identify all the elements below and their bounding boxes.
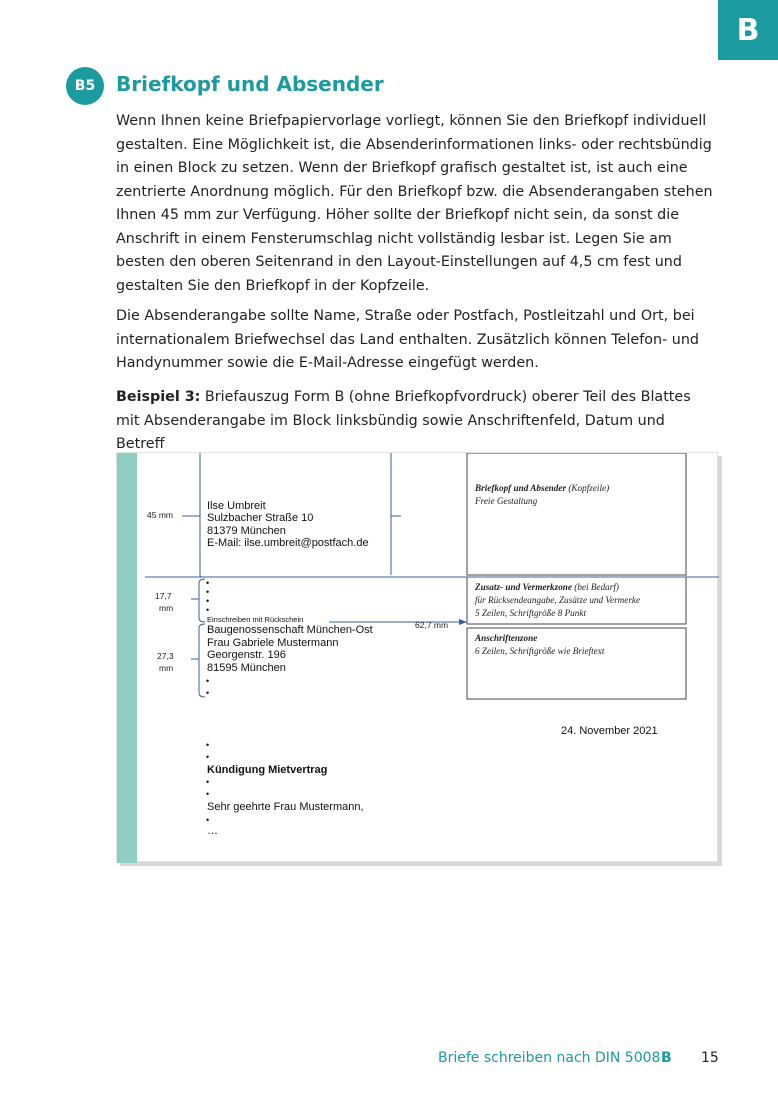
recipient-company: Baugenossenschaft München-Ost [207, 624, 373, 636]
measure-27mm-num: 27,3 [157, 651, 174, 661]
bracket-27mm [199, 624, 205, 697]
bullet: • [206, 578, 210, 588]
letter-date: 24. November 2021 [561, 725, 658, 737]
zone-extra-line1: für Rücksendeangabe, Zusätze und Vermerke [475, 595, 641, 605]
measure-17mm-num: 17,7 [155, 591, 172, 601]
zone-address-desc: 6 Zeilen, Schriftgröße wie Brieftext [475, 646, 605, 656]
zone-extra-line2: 5 Zeilen, Schriftgröße 8 Punkt [475, 608, 586, 618]
zone-extra-title [475, 581, 619, 594]
bullet: • [206, 752, 210, 762]
sender-city: 81379 München [207, 525, 286, 537]
footer-title: Briefe schreiben nach DIN 5008 [438, 1050, 661, 1066]
measure-17mm-unit: mm [159, 603, 174, 613]
letter-salutation: Sehr geehrte Frau Mustermann, [207, 801, 364, 813]
recipient-city: 81595 München [207, 662, 286, 674]
bullet: • [206, 777, 210, 787]
recipient-street: Georgenstr. 196 [207, 649, 286, 661]
sender-name: Ilse Umbreit [207, 500, 266, 512]
bullet: • [206, 676, 210, 686]
zone-address-title [475, 632, 537, 645]
zone-extra-title-bold: Zusatz- und Vermerkzone [475, 582, 572, 592]
zone-header-suffix: (Kopfzeile) [566, 483, 610, 493]
letter-subject: Kündigung Mietvertrag [207, 764, 328, 776]
section-title: Briefkopf und Absender [116, 72, 384, 96]
figure-paper [116, 452, 718, 862]
page-number: 15 [701, 1050, 719, 1066]
bullet: • [206, 605, 210, 615]
bullet: • [206, 587, 210, 597]
bullet: • [206, 596, 210, 606]
bullet: • [206, 789, 210, 799]
footer-section: B [661, 1050, 672, 1066]
recipient-person: Frau Gabriele Mustermann [207, 637, 339, 649]
measure-45mm: 45 mm [147, 510, 173, 520]
bracket-sender-left [200, 453, 205, 577]
zone-address-title-bold: Anschriftenzone [475, 633, 538, 643]
zone-extra-suffix: (bei Bedarf) [572, 582, 619, 592]
section-tab: B [718, 0, 778, 60]
sender-email: E-Mail: ilse.umbreit@postfach.de [207, 537, 369, 549]
bullet: • [206, 740, 210, 750]
zone-header-title-bold: Briefkopf und Absender [475, 483, 567, 493]
arrow-62mm-head [459, 619, 467, 625]
measure-62mm: 62,7 mm [415, 620, 449, 630]
zone-header-box [467, 453, 686, 575]
bracket-17mm [199, 579, 205, 622]
letter-ellipsis: … [207, 825, 218, 837]
example-text: Briefauszug Form B (ohne Briefkopfvordruck) oberer Teil des Blattes mit Absenderangabe im Block linksbündig sowie Anschriftenfeld, Datum und Betreff [116, 389, 691, 452]
letter-figure [116, 452, 720, 864]
measure-27mm-unit: mm [159, 663, 174, 673]
bullet: • [206, 688, 210, 698]
example-label: Beispiel 3: [116, 389, 201, 405]
zone-header-desc: Freie Gestaltung [475, 496, 538, 506]
zone-header-title [475, 482, 609, 495]
paragraph-1: Wenn Ihnen keine Briefpapiervorlage vorliegt, können Sie den Briefkopf individuell gestalten. Eine Möglichkeit ist, die Absenderinformationen links- oder rechtsbündig in einen Block zu setzen. Wenn der Briefkopf grafisch gestaltet ist, ist auch eine zentrierte Anordnung möglich. Für den Briefkopf bzw. die Absenderangaben stehen Ihnen 45 mm zur Verfügung. Höher sollte der Briefkopf nicht sein, da sonst die Anschrift in einem Fensterumschlag nicht vollständig lesbar ist. Legen Sie am besten den oberen Seitenrand in den Layout-Einstellungen auf 4,5 cm fest und gestalten Sie den Briefkopf in der Kopfzeile. [116, 113, 713, 294]
registered-note: Einschreiben mit Rückschein [207, 615, 304, 624]
sender-street: Sulzbacher Straße 10 [207, 512, 314, 524]
bullet: • [206, 815, 210, 825]
section-badge: B5 [66, 67, 104, 105]
example-caption [116, 386, 716, 457]
paragraph-2: Die Absenderangabe sollte Name, Straße oder Postfach, Postleitzahl und Ort, bei internationalem Briefwechsel das Land enthalten. Zusätzlich können Telefon- und Handynummer sowie die E-Mail-Adresse eingefügt werden. [116, 308, 699, 371]
